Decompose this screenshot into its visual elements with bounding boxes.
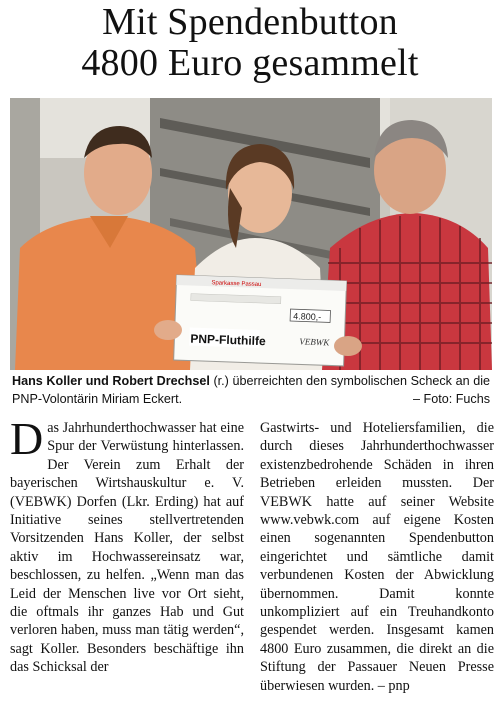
- photo-credit: – Foto: Fuchs: [413, 392, 490, 406]
- photo-three-people-with-cheque-icon: [10, 98, 492, 370]
- cheque-amount: 4.800,-: [293, 311, 322, 323]
- column-1: [10, 413, 244, 701]
- column-2: [260, 419, 494, 701]
- caption-text: (r.) überreichten den symbolischen Scheck an die PNP-Volontärin Miriam Eckert.: [12, 374, 491, 406]
- photo-caption: [12, 372, 490, 408]
- column-1-text: as Jahrhunderthochwasser hat eine Spur der Verwüstung hinterlassen. Der Verein zum Erhalt der bayerischen Wirtshauskultur e. V. (VEBWK) Dorfen (Lkr. Erding) hat auf Initiative seines stellvertretenden Vorsitzenden Hans Koller, der selbst aktiv im Hochwassereinsatz war, beschlossen, zu helfen. „Wenn man das Leid der Menschen live vor Ort sieht, die oftmals ihr ganzes Hab und Gut verloren haben, muss man tätig werden“, sagt Koller. Besonders beschäftige ihn das Schicksal der: [10, 420, 244, 676]
- headline-line-1: Mit Spendenbutton: [102, 1, 398, 43]
- drop-cap: D: [10, 413, 44, 464]
- column-2-text: Gastwirts- und Hoteliersfamilien, die durch dieses Jahrhunderthochwasser existenzbedrohende Schäden in ihren Betrieben erleiden mussten. Der VEBWK hatte auf seiner Website www.vebwk.com auf eigene Kosten einen sogenannten Spendenbutton eingerichtet und sämtliche damit verbundenen Kosten der Abwicklung übernommen. Damit konnte unkompliziert auf ein Treuhandkonto gespendet werden. Insgesamt kamen 4800 Euro zusammen, die direkt an die Stiftung der Passauer Neuen Presse überwiesen wurden. – pnp: [260, 420, 494, 694]
- headline-line-2: 4800 Euro gesammelt: [81, 42, 419, 84]
- caption-names: Hans Koller und Robert Drechsel: [12, 374, 210, 388]
- article-photo: [10, 98, 492, 370]
- cheque-sign: PNP-Fluthilfe: [190, 331, 266, 349]
- cheque-signature: VEBWK: [299, 336, 330, 348]
- article-body: [10, 413, 494, 701]
- headline: [0, 2, 500, 84]
- cheque-bank-name: Sparkasse Passau: [211, 280, 262, 289]
